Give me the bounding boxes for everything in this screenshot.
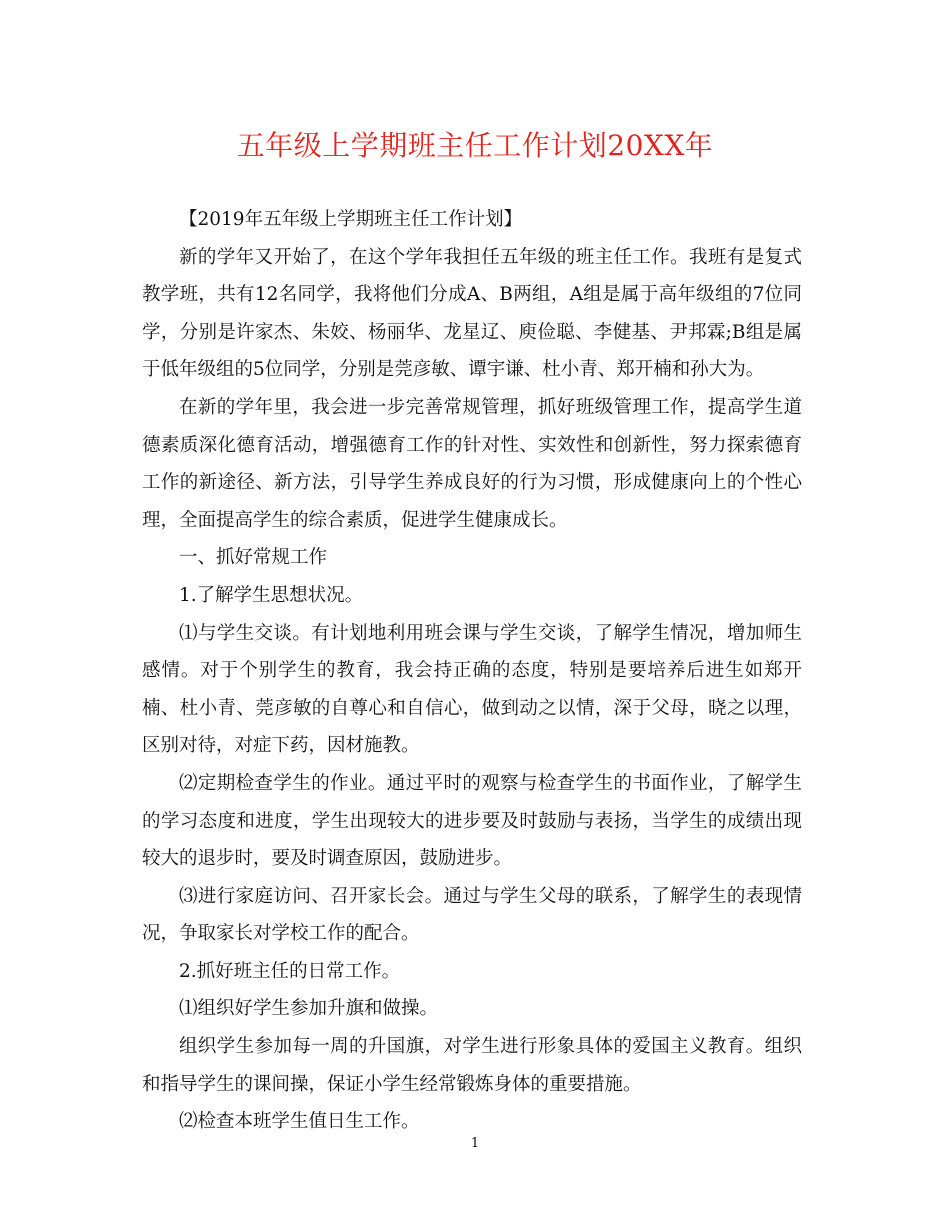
document-body: [142, 201, 802, 1141]
paragraph-body: 组织学生参加每一周的升国旗，对学生进行形象具体的爱国主义教育。组织和指导学生的课间操，保证小学生经常锻炼身体的重要措施。: [142, 1036, 802, 1095]
paragraph-item: ⑴与学生交谈。有计划地利用班会课与学生交谈，了解学生情况，增加师生感情。对于个别学生的教育，我会持正确的态度，特别是要培养后进生如郑开楠、杜小青、莞彦敏的自尊心和自信心，做到动之以情，深于父母，晓之以理，区别对待，对症下药，因材施教。: [142, 622, 802, 757]
paragraph-goals: 在新的学年里，我会进一步完善常规管理，抓好班级管理工作，提高学生道德素质深化德育活动，增强德育工作的针对性、实效性和创新性，努力探索德育工作的新途径、新方法，引导学生养成良好的行为习惯，形成健康向上的个性心理，全面提高学生的综合素质，促进学生健康成长。: [142, 396, 802, 531]
document-title: 五年级上学期班主任工作计划20XX年: [236, 129, 714, 162]
paragraph-item: ⑶进行家庭访问、召开家长会。通过与学生父母的联系，了解学生的表现情况，争取家长对学校工作的配合。: [142, 885, 802, 945]
subsection-heading: 2.抓好班主任的日常工作。: [179, 960, 401, 982]
paragraph-item: ⑵定期检查学生的作业。通过平时的观察与检查学生的书面作业，了解学生的学习态度和进度，学生出现较大的进步要及时鼓励与表扬，当学生的成绩出现较大的退步时，要及时调查原因，鼓励进步。: [142, 772, 802, 870]
paragraph-item: ⑵检查本班学生值日生工作。: [179, 1111, 420, 1133]
paragraph-subtitle: 【2019年五年级上学期班主任工作计划】: [179, 209, 523, 230]
section-heading: 一、抓好常规工作: [179, 547, 328, 569]
page-number: 1: [470, 1136, 480, 1151]
paragraph-item: ⑴组织好学生参加升旗和做操。: [179, 998, 439, 1020]
paragraph-intro: 新的学年又开始了，在这个学年我担任五年级的班主任工作。我班有是复式教学班，共有12名同学，我将他们分成A、B两组，A组是属于高年级组的7位同学，分别是许家杰、朱姣、杨丽华、龙星辽、庾俭聪、李健基、尹邦霖;B组是属于低年级组的5位同学，分别是莞彦敏、谭宇谦、杜小青、郑开楠和孙大为。: [142, 246, 802, 381]
subsection-heading: 1.了解学生思想状况。: [179, 584, 364, 606]
